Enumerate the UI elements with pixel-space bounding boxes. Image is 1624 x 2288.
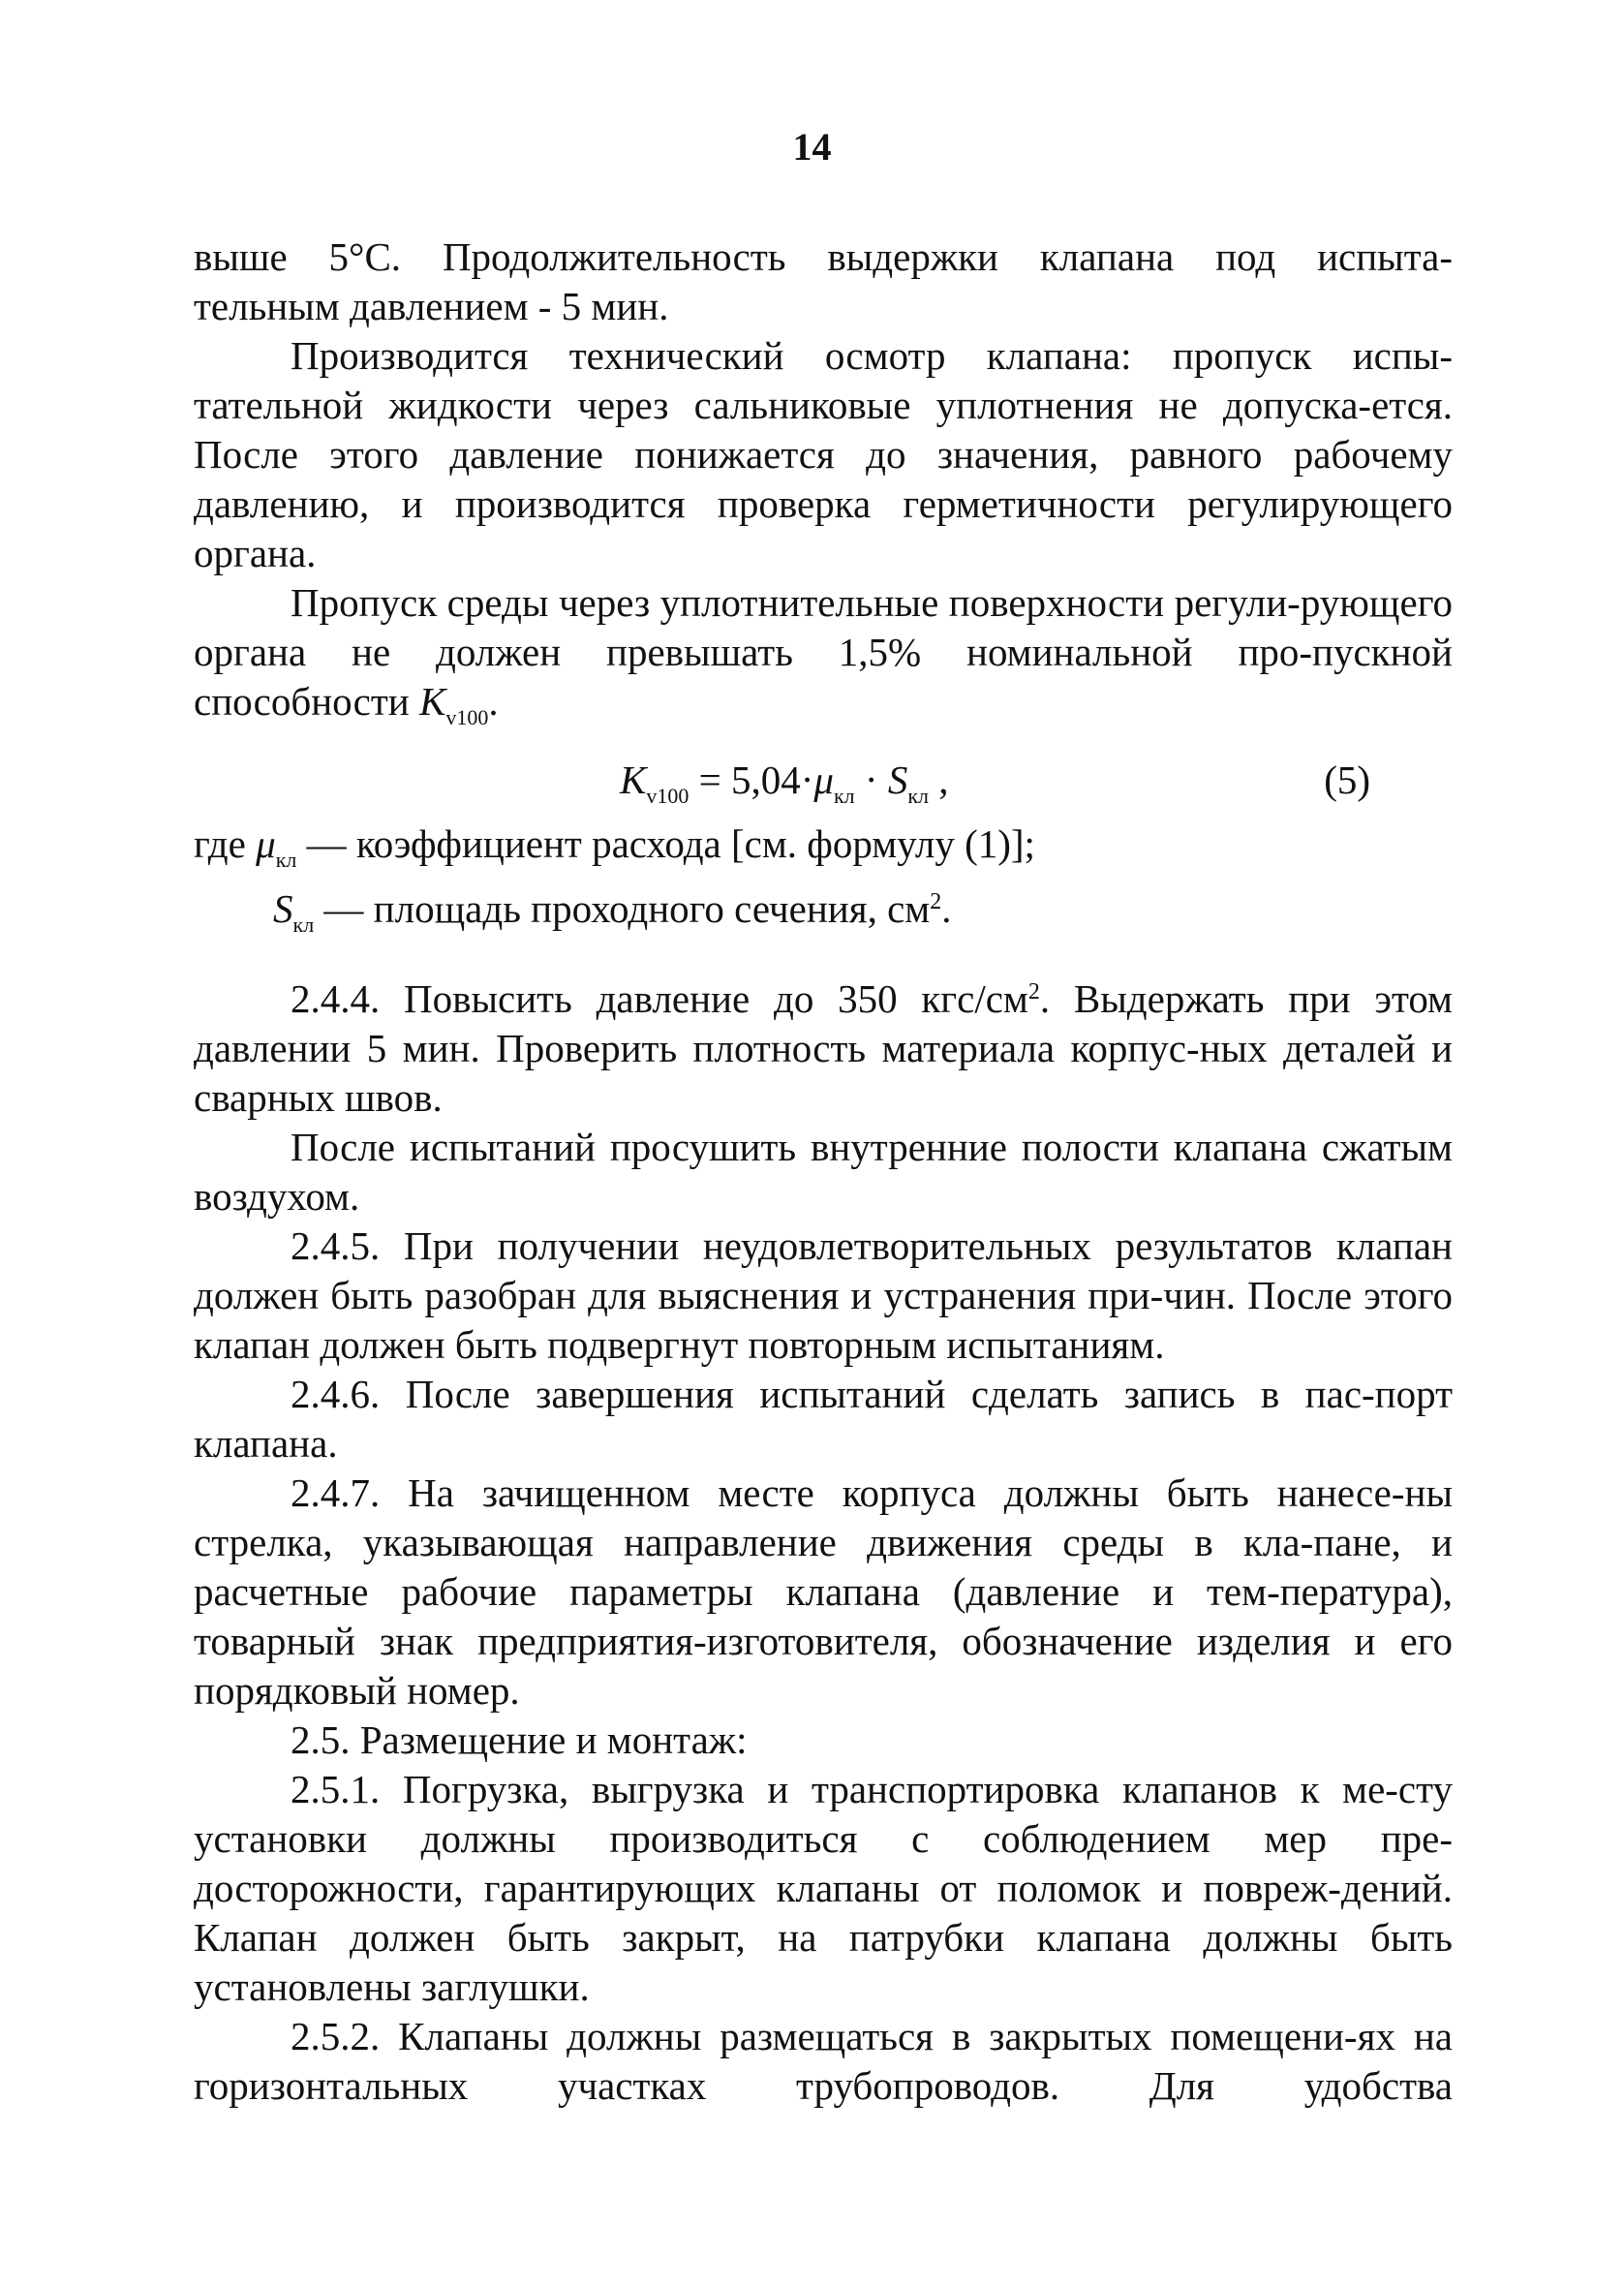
where-mu — [194, 819, 1453, 884]
formula-comma: , — [928, 758, 949, 802]
where-s — [194, 884, 1453, 949]
paragraph-2-4-4-superscript: 2 — [1027, 979, 1040, 1005]
paragraph-line: выше 5°С. Продолжительность выдержки клапана под испыта- — [194, 234, 1453, 279]
where-s-symbol: S — [273, 886, 293, 931]
paragraph-after-tests: После испытаний просушить внутренние полости клапана сжатым воздухом. — [194, 1125, 1453, 1219]
paragraph-2-4-4-a: 2.4.4. Повысить давление до 350 кгс/см — [291, 976, 1028, 1021]
spacer — [194, 949, 1453, 974]
section-heading-2-5: 2.5. Размещение и монтаж: — [291, 1717, 748, 1762]
paragraph-2-5-1: 2.5.1. Погрузка, выгрузка и транспортировка клапанов к ме-сту установки должны производиться с соблюдением мер пре-досторожности, гарантирующих клапаны от поломок и повреж-дений. Клапан должен быть закрыт, на патрубки клапана должны быть установлены заглушки. — [194, 1767, 1453, 2009]
paragraph-leakage-text: Пропуск среды через уплотнительные поверхности регули-рующего органа не должен превышать 1,5% номинальной про-пускной способности — [194, 580, 1453, 724]
where-mu-subscript: кл — [275, 848, 297, 872]
where-prefix: где — [194, 821, 257, 866]
formula-mu: μ — [813, 758, 834, 802]
formula-dot: · — [854, 758, 888, 802]
paragraph-line: тельным давлением - 5 мин. — [194, 284, 669, 328]
formula — [620, 756, 948, 820]
paragraph-2-4-7: 2.4.7. На зачищенном месте корпуса должны быть нанесе-ны стрелка, указывающая направление движения среды в кла-пане, и расчетные рабочие параметры клапана (давление и тем-пература), товарный знак предприятия-изготовителя, обозначение изделия и его порядковый номер. — [194, 1470, 1453, 1713]
paragraph-2-5-2: 2.5.2. Клапаны должны размещаться в закрытых помещени-ях на горизонтальных участках трубопроводов. Для удобства — [194, 2014, 1453, 2108]
formula-number: (5) — [1324, 758, 1370, 802]
formula-s: S — [887, 758, 908, 802]
formula-lhs: K — [620, 758, 647, 802]
formula-row — [194, 752, 1453, 819]
symbol-k: K — [419, 679, 446, 724]
page-number: 14 — [792, 125, 832, 169]
where-s-end: . — [941, 886, 952, 931]
formula-s-subscript: кл — [907, 784, 929, 808]
formula-equals: = 5,04· — [689, 758, 814, 802]
paragraph-inspection: Производится технический осмотр клапана: пропуск испы-тательной жидкости через сальниковые уплотнения не допуска-ется. После этого давление понижается до значения, равного рабочему давлению, и производится проверка герметичности регулирующего органа. — [194, 333, 1453, 575]
body-text — [194, 232, 1453, 2111]
formula-lhs-subscript: v100 — [646, 784, 689, 808]
where-s-description: — площадь проходного сечения, см — [314, 886, 931, 931]
formula-mu-subscript: кл — [833, 784, 855, 808]
where-s-subscript: кл — [292, 912, 315, 937]
where-s-superscript: 2 — [930, 889, 942, 914]
paragraph-2-4-6: 2.4.6. После завершения испытаний сделать запись в пас-порт клапана. — [194, 1372, 1453, 1466]
where-mu-description: — коэффициент расхода [см. формулу (1)]; — [296, 821, 1035, 866]
paragraph-2-4-4-b: . Выдержать при этом давлении 5 мин. Проверить плотность материала корпус-ных деталей и сварных швов. — [194, 976, 1453, 1120]
symbol-k-subscript: v100 — [445, 705, 489, 729]
where-mu-symbol: μ — [256, 821, 276, 866]
paragraph-leakage — [194, 578, 1453, 742]
paragraph-2-4-4 — [194, 974, 1453, 1123]
paragraph-leakage-end: . — [488, 679, 499, 724]
paragraph-2-4-5: 2.4.5. При получении неудовлетворительных результатов клапан должен быть разобран для выяснения и устранения при-чин. После этого клапан должен быть подвергнут повторным испытаниям. — [194, 1223, 1453, 1367]
